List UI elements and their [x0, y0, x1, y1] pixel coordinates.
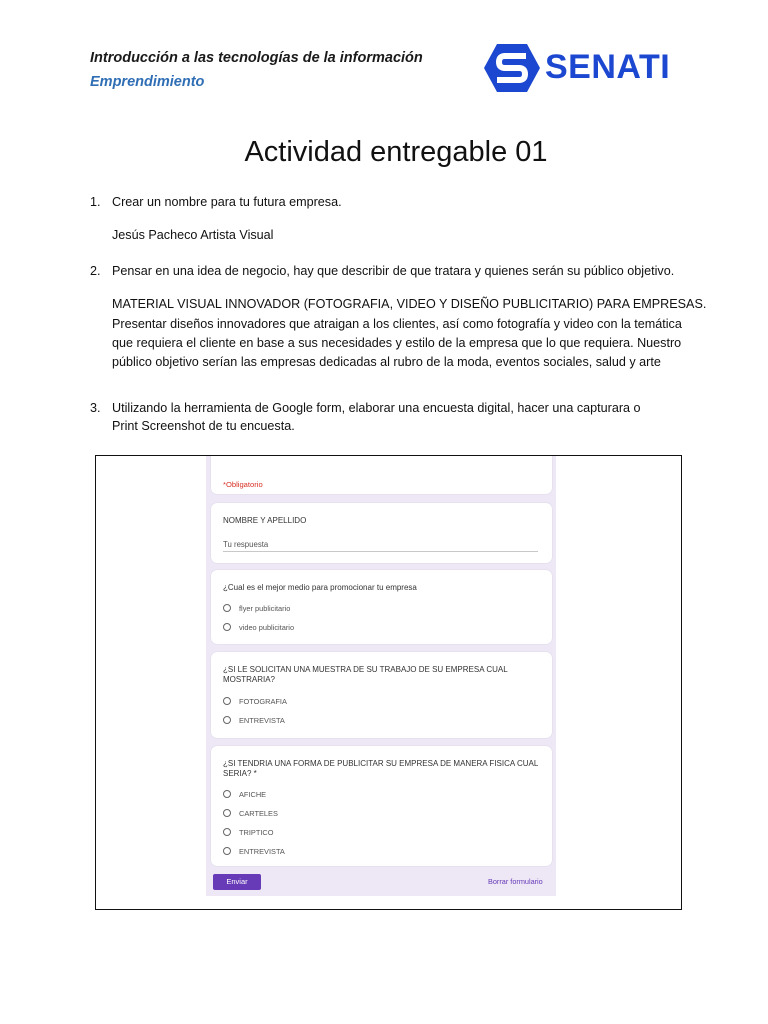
question-label-line: ¿SI TENDRIA UNA FORMA DE PUBLICITAR SU EMPRESA DE MANERA FISICA CUAL — [223, 759, 539, 768]
item-answer-line: que requiera el cliente en base a sus necesidades y estilo de la empresa que lo que requiera. Nuestro — [112, 336, 682, 350]
question-card-medium — [211, 570, 552, 644]
question-label: ¿Cual es el mejor medio para promocionar tu empresa — [223, 583, 417, 592]
input-underline — [223, 551, 538, 552]
document-title: Actividad entregable 01 — [244, 136, 548, 168]
senati-logo — [483, 42, 673, 94]
option-label: CARTELES — [239, 809, 278, 818]
senati-emblem-icon — [483, 42, 541, 94]
radio-button[interactable] — [223, 847, 231, 855]
item-prompt: Crear un nombre para tu futura empresa. — [112, 195, 342, 209]
item-prompt-line: Print Screenshot de tu encuesta. — [112, 419, 295, 433]
item-answer: Jesús Pacheco Artista Visual — [112, 228, 274, 242]
option-label: AFICHE — [239, 790, 267, 799]
item-answer-line: público objetivo serían las empresas dedicadas al rubro de la moda, eventos sociales, salud y arte — [112, 355, 661, 369]
question-label-line: SERIA? * — [223, 769, 257, 778]
submit-button[interactable]: Enviar — [213, 874, 261, 890]
question-card-physical — [211, 746, 552, 866]
option-label: flyer publicitario — [239, 604, 291, 613]
radio-button[interactable] — [223, 604, 231, 612]
question-card-sample — [211, 652, 552, 738]
required-note: *Obligatorio — [223, 480, 263, 489]
radio-button[interactable] — [223, 697, 231, 705]
question-label: NOMBRE Y APELLIDO — [223, 516, 307, 525]
item-prompt-line: Utilizando la herramienta de Google form, elaborar una encuesta digital, hacer una capturara o — [112, 401, 641, 415]
radio-button[interactable] — [223, 790, 231, 798]
form-screenshot — [95, 455, 682, 910]
item-number: 2. — [90, 264, 101, 278]
option-label: ENTREVISTA — [239, 847, 285, 856]
item-prompt: Pensar en una idea de negocio, hay que describir de que tratara y quienes serán su público objetivo. — [112, 264, 675, 278]
item-number: 3. — [90, 401, 101, 415]
radio-button[interactable] — [223, 809, 231, 817]
senati-wordmark: SENATI — [545, 48, 671, 86]
option-label: ENTREVISTA — [239, 716, 285, 725]
course-title: Introducción a las tecnologías de la información — [90, 50, 423, 66]
clear-form-link[interactable]: Borrar formulario — [488, 877, 543, 886]
answer-input[interactable]: Tu respuesta — [223, 540, 269, 549]
radio-button[interactable] — [223, 716, 231, 724]
form-header-card — [211, 455, 552, 494]
item-answer-line: Presentar diseños innovadores que atraigan a los clientes, así como fotografía y video con la temática — [112, 317, 682, 331]
course-topic: Emprendimiento — [90, 74, 205, 90]
option-label: video publicitario — [239, 623, 295, 632]
item-number: 1. — [90, 195, 101, 209]
question-label-line: ¿SI LE SOLICITAN UNA MUESTRA DE SU TRABAJO DE SU EMPRESA CUAL — [223, 665, 508, 674]
question-label-line: MOSTRARIA? — [223, 675, 276, 684]
item-answer-line: MATERIAL VISUAL INNOVADOR (FOTOGRAFIA, VIDEO Y DISEÑO PUBLICITARIO) PARA EMPRESAS. — [112, 297, 707, 311]
option-label: TRIPTICO — [239, 828, 274, 837]
radio-button[interactable] — [223, 828, 231, 836]
question-card-name — [211, 503, 552, 563]
option-label: FOTOGRAFIA — [239, 697, 287, 706]
radio-button[interactable] — [223, 623, 231, 631]
